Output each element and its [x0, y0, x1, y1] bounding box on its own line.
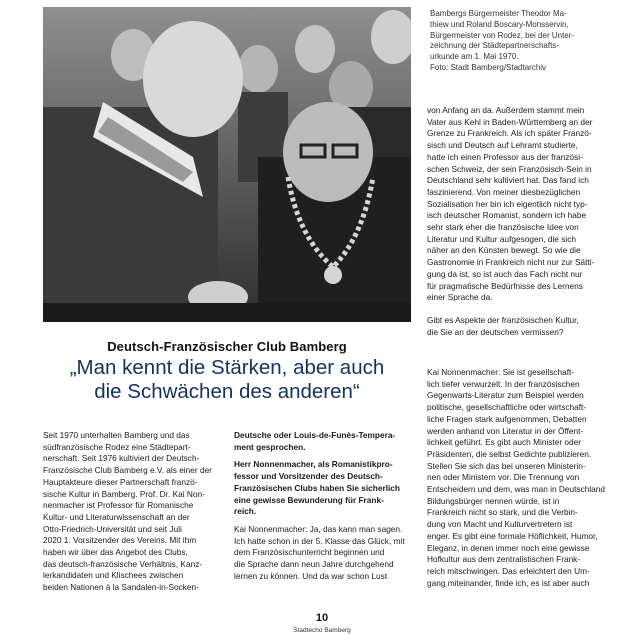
- publication-name: Stadtecho Bamberg: [293, 627, 351, 634]
- text-line: das deutsch-französische Verhältnis, Kanz-: [43, 558, 203, 569]
- interview-answer-line: dem Französischunterricht beginnen und: [234, 547, 385, 558]
- text-line: nenmacher ist Professor für Romanische: [43, 500, 194, 511]
- interview-question-line: Herr Nonnenmacher, als Romanistikpro-: [234, 459, 393, 470]
- interview-answer-line: sisch und Deutsch auf Lehramt studierte,: [427, 140, 578, 151]
- caption-line: Foto: Stadt Bamberg/Stadtarchiv: [430, 62, 547, 72]
- interview-column-3: [427, 105, 610, 304]
- photo-illustration: [43, 7, 411, 322]
- interview-answer-line: reich mitschwingen. Das erleichtert den Um-: [427, 565, 590, 576]
- page-number: 10: [315, 612, 329, 624]
- interview-question-line: Gibt es Aspekte der französischen Kultur,: [427, 315, 579, 325]
- interview-question-line: reich.: [234, 506, 257, 517]
- interview-answer-line: Entscheidern und dem, was man in Deutschland: [427, 484, 606, 495]
- text-line: lerkandidaten und Klischees zwischen: [43, 570, 184, 581]
- interview-question-2: [427, 315, 610, 338]
- headline-line: „Man kennt die Stärken, aber auch: [69, 356, 385, 379]
- text-line: sische Kultur in Bamberg. Prof. Dr. Kai Non-: [43, 488, 205, 499]
- article-headline: [43, 356, 411, 404]
- interview-answer-line: Grenze zu Frankreich. Als ich später Franzö-: [427, 128, 592, 139]
- interview-answer-line: lernen zu können. Und da war schon Lust: [234, 570, 388, 581]
- interview-question-line: Französischen Clubs haben Sie sicherlich: [234, 482, 400, 493]
- interview-answer-line: Deutschland sehr kultiviert hat. Das fand ich: [427, 175, 589, 186]
- text-line: Otto-Friedrich-Universität und seit Juli: [43, 523, 182, 534]
- text-line: 2020 1. Vorsitzender des Vereins. Mit ihm: [43, 535, 197, 546]
- interview-answer-line: dung von Macht und Kulturvertretern ist: [427, 519, 573, 530]
- text-line: Deutsche oder Louis-de-Funès-Tempera-: [234, 430, 396, 440]
- interview-answer-line: Gegenwarts-Literatur zum Beispiel werden: [427, 390, 584, 401]
- caption-line: Bürgermeister von Rodez, bei der Unter-: [430, 30, 575, 40]
- interview-answer-line: gang miteinander, finde ich, es ist aber auch: [427, 577, 590, 588]
- photo-caption: [430, 9, 630, 74]
- text-line: Seit 1970 unterhalten Bamberg und das: [43, 430, 190, 440]
- interview-answer-line: schen Schweiz, der sein Französisch-Sein in: [427, 163, 592, 174]
- headline-line: die Schwächen des anderen“: [94, 380, 360, 403]
- interview-answer-line: faszinierend. Von meiner diesbezüglichen: [427, 186, 581, 197]
- interview-answer-line: Hofkultur aus dem zentralistischen Frank-: [427, 554, 581, 565]
- interview-answer-line: Kai Nonnenmacher: Ja, das kann man sagen.: [234, 523, 403, 534]
- text-line: südfranzösische Rodez eine Städtepart-: [43, 441, 191, 452]
- intro-column: [43, 430, 223, 594]
- interview-answer-line: hatte ich einen Professor aus der französi-: [427, 151, 583, 162]
- article-kicker: Deutsch-Französischer Club Bamberg: [107, 339, 347, 354]
- text-line: ment gesprochen.: [234, 441, 306, 452]
- interview-answer-line: für pragmatische Bedürfnisse des Lernens: [427, 280, 583, 291]
- interview-answer-line: Stellen Sie sich das bei unseren Ministerin-: [427, 460, 586, 471]
- text-line: haben wir über das Angebot des Clubs,: [43, 547, 188, 558]
- text-line: Französische Club Bamberg e.V. als einer der: [43, 465, 212, 476]
- interview-answer-line: die Sprache dann neun Jahre durchgehend: [234, 559, 394, 570]
- interview-answer-line: Präsidenten, die selbst Gedichte publizieren.: [427, 448, 592, 459]
- interview-question-line: eine gewisse Bewunderung für Frank-: [234, 494, 384, 505]
- text-line: beiden Nationen à la Sandalen-in-Socken-: [43, 582, 199, 593]
- interview-answer-line: Vater aus Kehl in Baden-Württemberg an der: [427, 116, 593, 127]
- interview-question-line: fessor und Vorsitzender des Deutsch-: [234, 471, 383, 482]
- interview-answer-line: von Anfang an da. Außerdem stammt mein: [427, 105, 585, 115]
- interview-answer-line: politische, gesellschaftliche oder wirtschaft-: [427, 402, 587, 413]
- interview-answer-line: gung da ist, so ist auch das Fach nicht nur: [427, 268, 583, 279]
- interview-answer-line: Ich hatte schon in der 5. Klasse das Glück, mit: [234, 535, 405, 546]
- caption-line: thiew und Roland Boscary-Monsservin,: [430, 19, 569, 29]
- interview-answer-line: Kai Nonnenmacher: Sie ist gesellschaft-: [427, 367, 575, 377]
- interview-answer-line: Gastronomie in Frankreich nicht nur zur Sätti-: [427, 257, 595, 268]
- text-line: Kultur- und Literaturwissenschaft an der: [43, 511, 190, 522]
- interview-answer-line: näher an den Künsten bewegt. So wie die: [427, 245, 581, 256]
- interview-answer-line: nen oder Ministern vor. Die Trennung von: [427, 472, 580, 483]
- text-line: Hauptakteure dieser Partnerschaft franzö-: [43, 476, 198, 487]
- interview-column-2: [234, 430, 414, 582]
- interview-answer-line: Frankreich nicht so stark, und die Verbin-: [427, 507, 578, 518]
- interview-answer-line: werden anhand von Literatur in der Öffent-: [427, 425, 584, 436]
- caption-line: urkunde am 1. Mai 1970.: [430, 52, 519, 62]
- interview-answer-line: Literatur und Kultur aufgesogen, die sich: [427, 233, 576, 244]
- interview-answer-line: enger. Es gibt eine formale Höflichkeit, Humor,: [427, 530, 598, 541]
- interview-answer-line: lich tiefer verwurzelt. In der französischen: [427, 378, 580, 389]
- article-photo: [43, 7, 411, 322]
- interview-answer-line: isch deutscher Romanist, sondern ich habe: [427, 210, 587, 221]
- interview-answer-line: einer Sprache da.: [427, 292, 493, 303]
- interview-answer-line: lichkeit geführt. Es gibt auch Minister oder: [427, 437, 582, 448]
- interview-answer-line: Sozialisation her bin ich eigentlich nicht typ-: [427, 198, 588, 209]
- caption-line: Bambergs Bürgermeister Theodor Ma-: [430, 9, 567, 18]
- interview-answer-line: liche Fragen stark aufgenommen, Debatten: [427, 413, 587, 424]
- interview-answer-line: Bildungsbürger nennen würde, ist in: [427, 495, 560, 506]
- interview-question-line: die Sie an der deutschen vermissen?: [427, 326, 564, 337]
- caption-line: zeichnung der Städtepartnerschafts-: [430, 41, 559, 51]
- interview-answer-line: sehr stark eher die französische Idee von: [427, 222, 579, 233]
- text-line: nerschaft. Seit 1976 kultiviert der Deutsch-: [43, 453, 200, 464]
- interview-answer-line: Eleganz, in denen immer noch eine gewisse: [427, 542, 590, 553]
- interview-answer-2: [427, 367, 610, 589]
